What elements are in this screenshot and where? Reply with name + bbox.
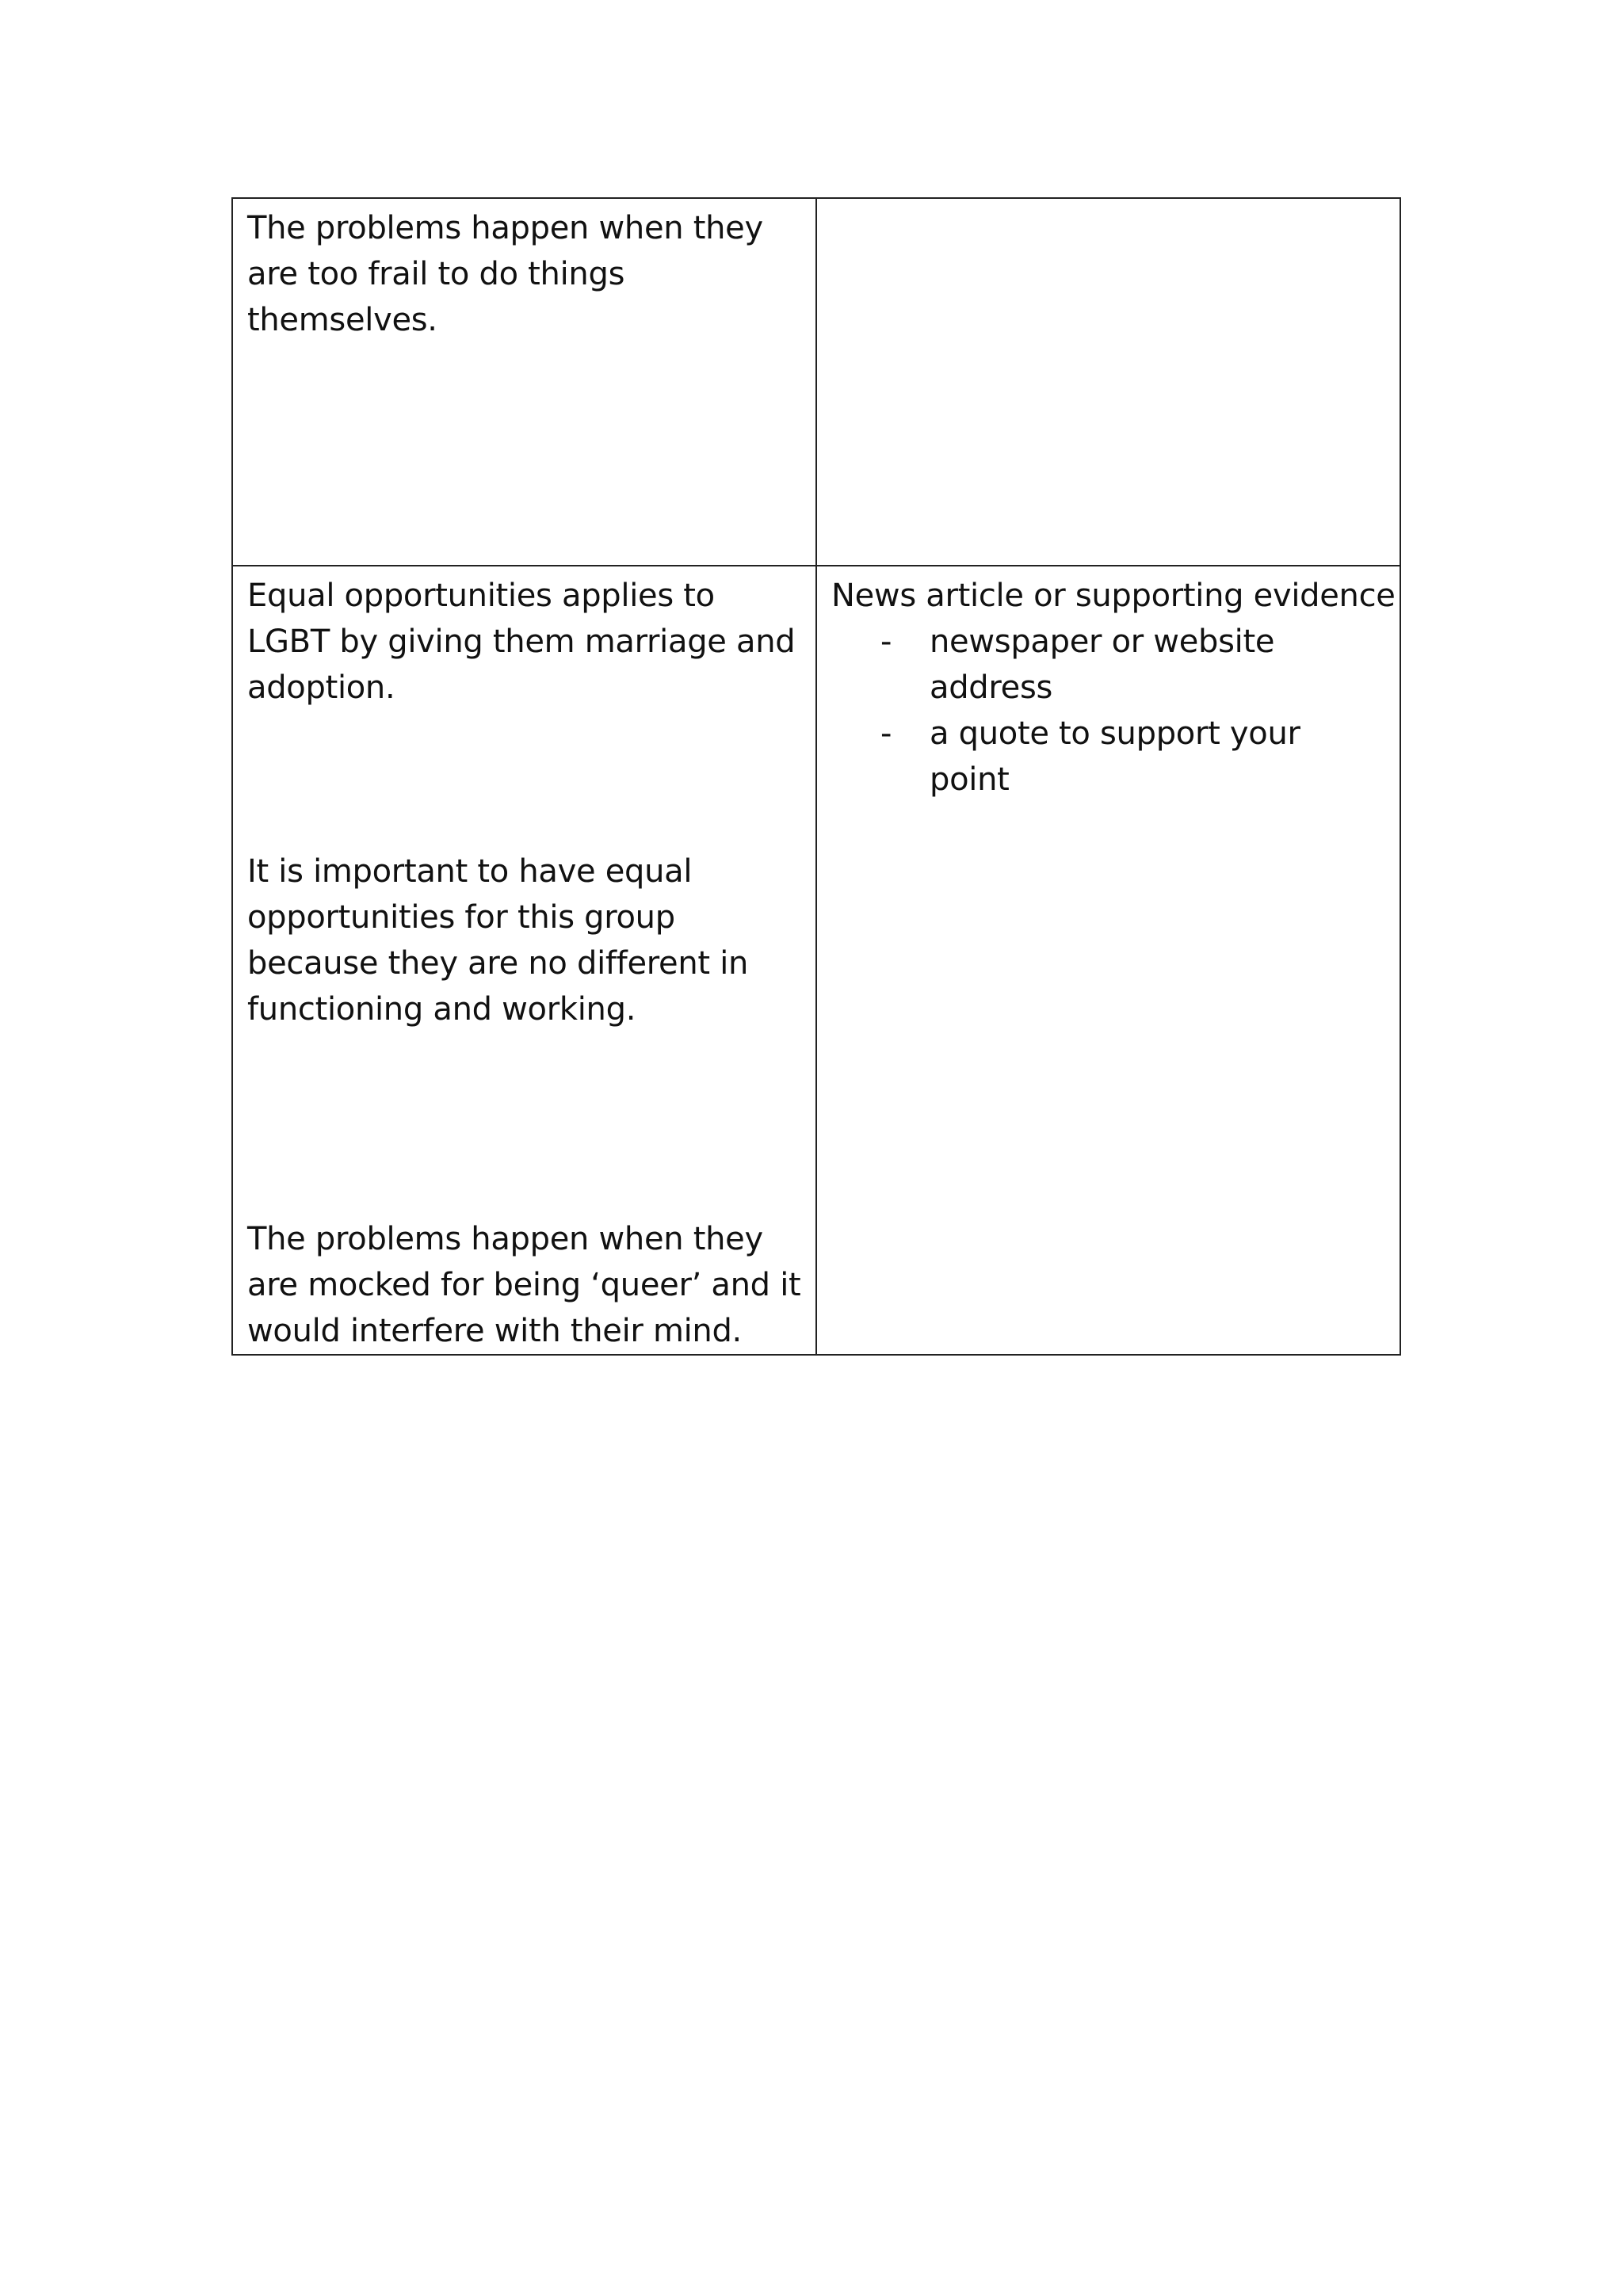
answer-paragraph-importance: It is important to have equal opportunities for this group because they are no different in functioning and working. — [247, 853, 749, 1028]
table-row — [232, 198, 1400, 566]
dash-bullet-icon: - — [880, 715, 892, 752]
worksheet-table — [231, 197, 1401, 1356]
list-item-text: newspaper or website address — [930, 624, 1275, 706]
list-item — [831, 619, 1387, 711]
table-cell-answer — [232, 566, 816, 1355]
table-row — [232, 566, 1400, 1355]
list-item-text: a quote to support your point — [930, 715, 1300, 798]
table-cell-evidence — [816, 566, 1400, 1355]
answer-paragraph-applies: Equal opportunities applies to LGBT by giving them marriage and adoption. — [247, 578, 796, 706]
list-item — [831, 711, 1387, 803]
evidence-list — [831, 619, 1387, 803]
answer-text: The problems happen when they are too frail to do things themselves. — [247, 210, 763, 338]
table-cell-answer — [232, 198, 816, 566]
table-cell-evidence-empty — [816, 198, 1400, 566]
evidence-heading: News article or supporting evidence — [831, 578, 1396, 614]
answer-paragraph-problems: The problems happen when they are mocked for being ‘queer’ and it would interfere with their mind. — [247, 1221, 801, 1349]
dash-bullet-icon: - — [880, 624, 892, 660]
